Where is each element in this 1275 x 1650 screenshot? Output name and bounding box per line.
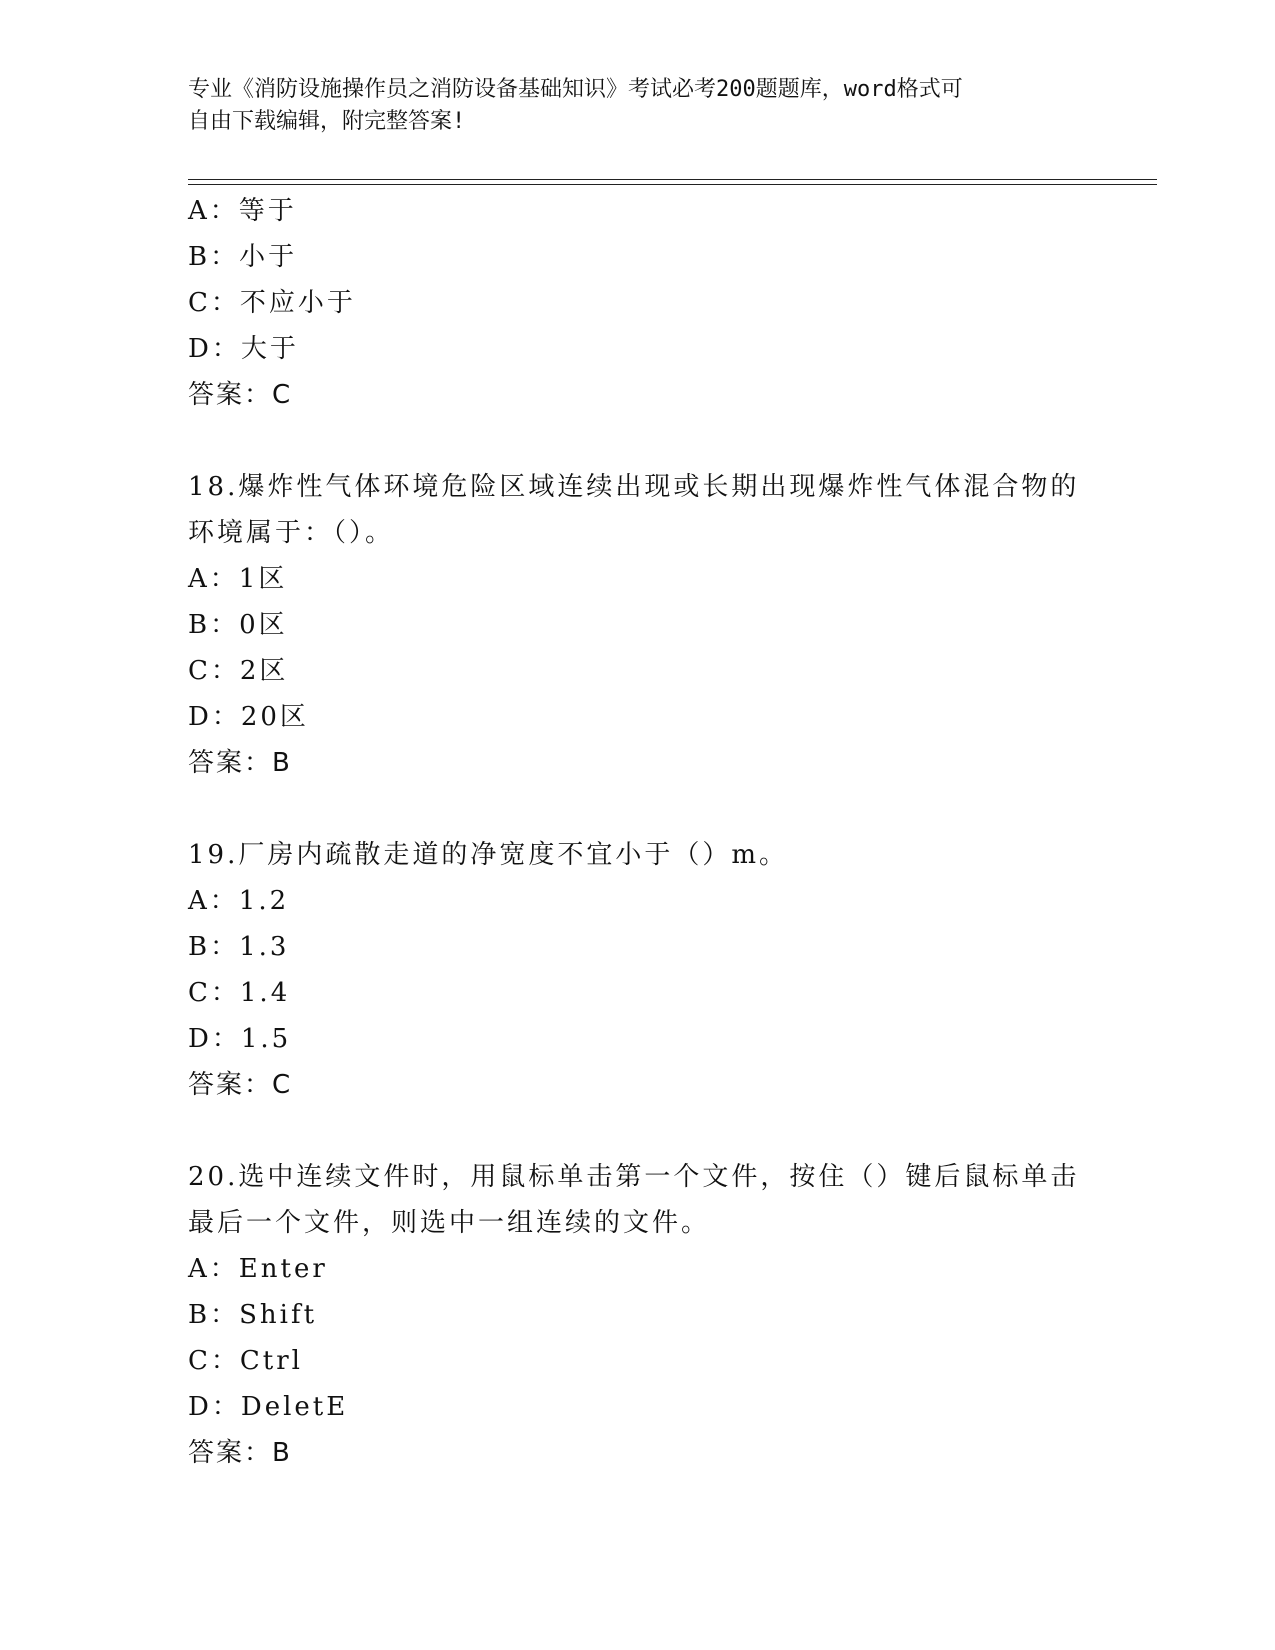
header-divider-bottom xyxy=(188,184,1157,185)
answer: 答案：B xyxy=(188,748,292,778)
question-text xyxy=(188,832,1088,878)
question-text-line: 19.厂房内疏散走道的净宽度不宜小于（）m。 xyxy=(188,840,789,870)
option-c: C：2区 xyxy=(188,656,289,686)
question-17-continuation xyxy=(188,188,1148,418)
option-d: D：DeletE xyxy=(188,1392,349,1422)
option-a: A：Enter xyxy=(188,1254,328,1284)
question-text-line: 最后一个文件，则选中一组连续的文件。 xyxy=(188,1208,711,1238)
answer: 答案：C xyxy=(188,1070,293,1100)
question-text-line: 环境属于：（）。 xyxy=(188,518,395,548)
question-text-line: 18.爆炸性气体环境危险区域连续出现或长期出现爆炸性气体混合物的 xyxy=(188,472,1080,502)
question-19 xyxy=(188,832,1148,1108)
option-a: A：等于 xyxy=(188,196,297,226)
question-text xyxy=(188,1154,1088,1246)
option-c: C：不应小于 xyxy=(188,288,356,318)
option-d: D：20区 xyxy=(188,702,309,732)
document-header xyxy=(188,74,1088,138)
option-d: D：大于 xyxy=(188,334,299,364)
question-20 xyxy=(188,1154,1148,1476)
option-c: C：Ctrl xyxy=(188,1346,303,1376)
option-b: B：小于 xyxy=(188,242,298,272)
question-text xyxy=(188,464,1088,556)
option-b: B：Shift xyxy=(188,1300,318,1330)
option-b: B：0区 xyxy=(188,610,288,640)
question-list xyxy=(188,188,1148,1476)
header-line-1: 专业《消防设施操作员之消防设备基础知识》考试必考200题题库，word格式可 xyxy=(188,77,963,102)
option-c: C：1.4 xyxy=(188,978,291,1008)
option-a: A：1区 xyxy=(188,564,288,594)
option-a: A：1.2 xyxy=(188,886,290,916)
option-d: D：1.5 xyxy=(188,1024,292,1054)
answer: 答案：C xyxy=(188,380,293,410)
answer: 答案：B xyxy=(188,1438,292,1468)
question-text-line: 20.选中连续文件时，用鼠标单击第一个文件，按住（）键后鼠标单击 xyxy=(188,1162,1080,1192)
option-b: B：1.3 xyxy=(188,932,290,962)
header-line-2: 自由下载编辑，附完整答案! xyxy=(188,109,466,134)
question-18 xyxy=(188,464,1148,786)
header-divider-top xyxy=(188,179,1157,180)
